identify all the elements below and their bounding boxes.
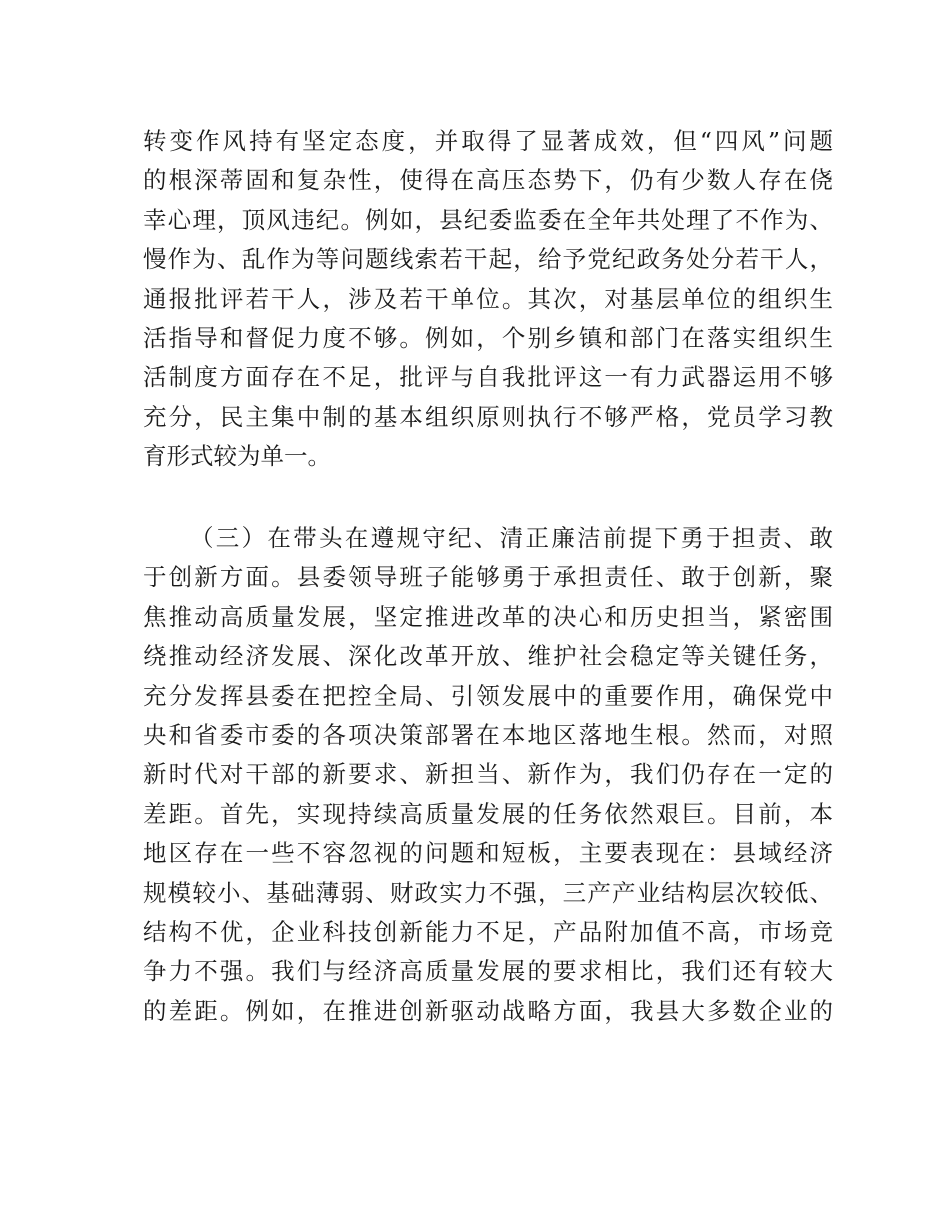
text-line: 通报批评若干人，涉及若干单位。其次，对基层单位的组织生	[143, 284, 833, 313]
text-line: 慢作为、乱作为等问题线索若干起，给予党纪政务处分若干人，	[143, 245, 833, 274]
text-line: 的差距。例如，在推进创新驱动战略方面，我县大多数企业的	[143, 996, 833, 1025]
text-line: 结构不优，企业科技创新能力不足，产品附加值不高，市场竞	[143, 917, 833, 946]
text-line: 争力不强。我们与经济高质量发展的要求相比，我们还有较大	[143, 957, 833, 986]
text-line: 幸心理，顶风违纪。例如，县纪委监委在全年共处理了不作为、	[143, 205, 833, 234]
text-line: 焦推动高质量发展，坚定推进改革的决心和历史担当，紧密围	[143, 602, 833, 631]
text-line: 育形式较为单一。	[143, 442, 331, 471]
text-line: 规模较小、基础薄弱、财政实力不强，三产产业结构层次较低、	[143, 878, 833, 907]
section-heading-line: （三）在带头在遵规守纪、清正廉洁前提下勇于担责、敢	[190, 524, 833, 552]
text-line: 差距。首先，实现持续高质量发展的任务依然艰巨。目前，本	[143, 799, 833, 828]
text-line: 的根深蒂固和复杂性，使得在高压态势下，仍有少数人存在侥	[143, 166, 833, 195]
text-line: 地区存在一些不容忽视的问题和短板，主要表现在：县域经济	[143, 839, 833, 868]
text-line: 充分发挥县委在把控全局、引领发展中的重要作用，确保党中	[143, 681, 833, 710]
text-line: 充分，民主集中制的基本组织原则执行不够严格，党员学习教	[143, 402, 833, 431]
paragraph-2	[143, 519, 833, 1031]
paragraph-1	[143, 122, 833, 477]
text-line: 转变作风持有坚定态度，并取得了显著成效，但“四风”问题	[143, 127, 833, 155]
text-line: 活指导和督促力度不够。例如，个别乡镇和部门在落实组织生	[143, 323, 833, 352]
text-line: 活制度方面存在不足，批评与自我批评这一有力武器运用不够	[143, 363, 833, 392]
text-line: 绕推动经济发展、深化改革开放、维护社会稳定等关键任务，	[143, 642, 833, 671]
text-line: 央和省委市委的各项决策部署在本地区落地生根。然而，对照	[143, 720, 833, 749]
text-line: 新时代对干部的新要求、新担当、新作为，我们仍存在一定的	[143, 760, 833, 789]
text-line: 于创新方面。县委领导班子能够勇于承担责任、敢于创新，聚	[143, 563, 833, 592]
